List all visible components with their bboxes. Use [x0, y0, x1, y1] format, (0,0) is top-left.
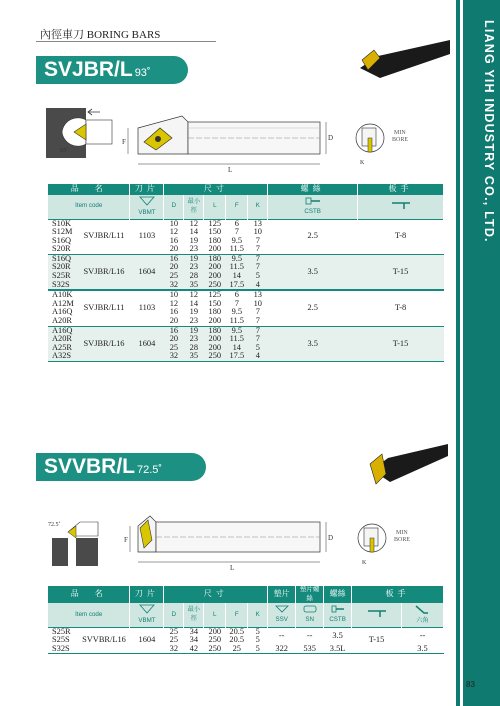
item-code-cell: A32S: [48, 352, 78, 361]
subheader-k: K: [248, 195, 268, 219]
table-row: [48, 326, 444, 335]
series-banner-svvbr: [36, 453, 206, 481]
dimension-cell: 10: [164, 290, 184, 300]
item-code-cell: S10K: [48, 219, 78, 228]
subheader2-d: D: [164, 603, 184, 627]
item-code-cell: S20R: [48, 245, 78, 254]
dimension-cell: 11.5: [226, 263, 248, 272]
dimension-cell: 200: [204, 627, 226, 636]
spec-table-svvbr: [48, 586, 444, 654]
series-title-2: [44, 455, 162, 479]
header-insert: 刀片: [130, 184, 164, 195]
item-code-cell: S25R: [48, 272, 78, 281]
dimension-cell: 19: [184, 237, 204, 246]
end-view2-insert: [370, 538, 374, 552]
workpiece2-right: [76, 538, 98, 566]
dimension-cell: 9.5: [226, 326, 248, 335]
dimension-cell: 25: [164, 272, 184, 281]
header-dims: 尺寸: [164, 184, 268, 195]
hex-cell: --: [401, 627, 443, 645]
dimension-cell: 10: [248, 228, 268, 237]
subheader2-wrench-t: [352, 603, 402, 627]
dimension-cell: 25: [164, 627, 184, 636]
subheader2-k: K: [248, 603, 268, 627]
shim-screw-cell: --: [296, 627, 324, 645]
dimension-cell: 4: [248, 352, 268, 361]
screw2-shape-icon: [331, 605, 345, 613]
product-photo-svjbr: [354, 28, 452, 92]
dimension-cell: 17.5: [226, 352, 248, 361]
screw-cell: 3.5: [268, 326, 358, 361]
spec-table-svjbr: [48, 184, 444, 362]
subheader-d: D: [164, 195, 184, 219]
wrench2-icon: [366, 608, 388, 618]
category-underline: [36, 41, 216, 42]
item-code-cell: S16Q: [48, 237, 78, 246]
subheader-screw-code: CSTB: [304, 208, 321, 216]
dimension-cell: 7: [226, 300, 248, 309]
header-screw: 螺絲: [268, 184, 358, 195]
dimension-cell: 23: [184, 245, 204, 254]
series-banner-svjbr: [36, 56, 188, 84]
wrench-cell: T-15: [358, 254, 444, 290]
holder-cell: SVVBR/L16: [78, 627, 130, 654]
dimension-cell: 150: [204, 228, 226, 237]
wrench-cell: T-8: [358, 290, 444, 326]
dimension-cell: 32: [164, 281, 184, 291]
screw-cell: 2.5: [268, 219, 358, 254]
screw-shape-icon: [305, 197, 321, 205]
holder-cell: SVJBR/L11: [78, 290, 130, 326]
dimension-cell: 11.5: [226, 335, 248, 344]
subheader2-shim-screw: [296, 603, 324, 627]
dimension-cell: 12: [164, 300, 184, 309]
dimension-cell: 23: [184, 335, 204, 344]
header2-screw: 螺絲: [324, 586, 352, 603]
insert2-tip-icon: [68, 526, 76, 538]
sideband-stripe: [460, 0, 463, 706]
series-angle: 93˚: [134, 67, 151, 79]
dim2-label-d: D: [328, 534, 334, 542]
subheader2-hex: [401, 603, 443, 627]
product-photo-svvbr: [366, 440, 450, 500]
item-code-cell: A16Q: [48, 326, 78, 335]
drawing-svvbr: [40, 512, 452, 582]
subheader2-f: F: [226, 603, 248, 627]
table-row: [48, 219, 444, 228]
series-name-2: SVVBR/L: [44, 455, 136, 478]
dimension-cell: 14: [226, 272, 248, 281]
header2-shim: 墊片: [268, 586, 296, 603]
shim-screw-icon: [303, 605, 317, 613]
dimension-cell: 200: [204, 272, 226, 281]
subheader2-l: L: [204, 603, 226, 627]
dimension-cell: 7: [248, 237, 268, 246]
dimension-cell: 20: [164, 317, 184, 326]
dimension-cell: 23: [184, 263, 204, 272]
dimension-cell: 11.5: [226, 245, 248, 254]
dimension-cell: 250: [204, 645, 226, 654]
subheader2-min-bore: 最小徑: [184, 603, 204, 627]
dim-label-d: D: [328, 134, 334, 142]
subheader-f: F: [226, 195, 248, 219]
dimension-cell: 16: [164, 237, 184, 246]
dimension-cell: 11.5: [226, 317, 248, 326]
dimension-cell: 7: [248, 308, 268, 317]
item-code-cell: S32S: [48, 281, 78, 291]
dimension-cell: 23: [184, 317, 204, 326]
dimension-cell: 200: [204, 263, 226, 272]
screw-cell: 2.5: [268, 290, 358, 326]
wrench-cell: T-15: [352, 627, 402, 654]
subheader-l: L: [204, 195, 226, 219]
subheader-insert: [130, 195, 164, 219]
header2-shim-screw: 墊片螺絲: [296, 586, 324, 603]
dimension-cell: 200: [204, 344, 226, 353]
min-bore-label-2: BORE: [392, 137, 409, 143]
insert-cell: 1103: [130, 219, 164, 254]
dimension-cell: 13: [248, 219, 268, 228]
drawing-svjbr: [40, 94, 452, 182]
subheader-item-code: Item code: [48, 195, 130, 219]
dimension-cell: 20: [164, 245, 184, 254]
screw-cell: 3.5: [268, 254, 358, 290]
dimension-cell: 6: [226, 219, 248, 228]
dimension-cell: 42: [184, 645, 204, 654]
dimension-cell: 12: [184, 290, 204, 300]
dimension-cell: 200: [204, 335, 226, 344]
dimension-cell: 7: [248, 317, 268, 326]
dimension-cell: 20: [164, 335, 184, 344]
screw-cell: 3.5L: [324, 645, 352, 654]
dim2-label-f: F: [124, 536, 128, 544]
dimension-cell: 14: [184, 228, 204, 237]
dimension-cell: 7: [248, 254, 268, 263]
dimension-cell: 19: [184, 326, 204, 335]
dimension-cell: 180: [204, 326, 226, 335]
shim-screw-cell: 535: [296, 645, 324, 654]
insert-cell: 1604: [130, 326, 164, 361]
wrench-cell: T-8: [358, 219, 444, 254]
dimension-cell: 125: [204, 219, 226, 228]
dimension-cell: 14: [226, 344, 248, 353]
header-item: 品 名: [48, 184, 130, 195]
table2-subheader-row: [48, 603, 444, 627]
screw-cell: 3.5: [324, 627, 352, 645]
insert2-shape-icon: [139, 604, 155, 614]
dimension-cell: 20: [164, 263, 184, 272]
subheader2-shim: [268, 603, 296, 627]
table-row: [48, 627, 444, 636]
angle-label: 93˚: [60, 148, 68, 154]
hex-key-icon: [414, 604, 430, 614]
dimension-cell: 32: [164, 645, 184, 654]
table-header-row: [48, 184, 444, 195]
insert-cell: 1604: [130, 627, 164, 654]
item-code-cell: A20R: [48, 335, 78, 344]
dimension-cell: 13: [248, 290, 268, 300]
dimension-cell: 34: [184, 636, 204, 645]
dimension-cell: 7: [248, 335, 268, 344]
dimension-cell: 12: [164, 228, 184, 237]
holder-cell: SVJBR/L11: [78, 219, 130, 254]
dimension-cell: 16: [164, 254, 184, 263]
table-row: [48, 254, 444, 263]
item-code-cell: A10K: [48, 290, 78, 300]
holder-cell: SVJBR/L16: [78, 326, 130, 361]
wrench-icon: [390, 200, 412, 210]
dimension-cell: 6: [226, 290, 248, 300]
dimension-cell: 5: [248, 636, 268, 645]
dimension-cell: 35: [184, 352, 204, 361]
dimension-cell: 12: [184, 219, 204, 228]
dimension-cell: 25: [164, 636, 184, 645]
dimension-cell: 250: [204, 281, 226, 291]
dimension-cell: 9.5: [226, 237, 248, 246]
dimension-cell: 7: [248, 245, 268, 254]
dimension-cell: 7: [248, 326, 268, 335]
dim2-label-l: L: [230, 564, 235, 572]
item-code-cell: S25S: [48, 636, 78, 645]
subheader2-insert-code: VBMT: [138, 617, 156, 625]
feed-arrow-icon: [88, 109, 100, 115]
insert-cell: 1604: [130, 254, 164, 290]
subheader-wrench: [358, 195, 444, 219]
dimension-cell: 10: [248, 300, 268, 309]
table-body-svjbr: [48, 219, 444, 362]
subheader2-shim-code: SSV: [275, 616, 288, 624]
item-code-cell: S12M: [48, 228, 78, 237]
dimension-cell: 25: [164, 344, 184, 353]
dimension-cell: 35: [184, 281, 204, 291]
header2-item: 品 名: [48, 586, 130, 603]
min-bore2-label-2: BORE: [394, 537, 411, 543]
dim-label-l: L: [228, 166, 233, 174]
screw-icon: [155, 136, 161, 142]
subheader2-shim-screw-code: SN: [305, 616, 314, 624]
header2-wrench: 板手: [352, 586, 444, 603]
subheader2-screw: [324, 603, 352, 627]
dimension-cell: 10: [164, 219, 184, 228]
dimension-cell: 28: [184, 272, 204, 281]
dimension-cell: 7: [226, 228, 248, 237]
dimension-cell: 19: [184, 254, 204, 263]
dimension-cell: 17.5: [226, 281, 248, 291]
item-code-cell: A12M: [48, 300, 78, 309]
dimension-cell: 125: [204, 290, 226, 300]
dimension-cell: 180: [204, 237, 226, 246]
dimension-cell: 250: [204, 352, 226, 361]
item-code-cell: A16Q: [48, 308, 78, 317]
min-bore-label-1: MIN: [394, 130, 406, 136]
item-code-cell: A20R: [48, 317, 78, 326]
dimension-cell: 16: [164, 326, 184, 335]
dimension-cell: 5: [248, 627, 268, 636]
subheader2-insert: [130, 603, 164, 627]
subheader-min-bore: 最小徑: [184, 195, 204, 219]
dimension-cell: 20.5: [226, 627, 248, 636]
wrench-cell: T-15: [358, 326, 444, 361]
dimension-cell: 250: [204, 636, 226, 645]
dimension-cell: 4: [248, 281, 268, 291]
shim-cell: --: [268, 627, 296, 645]
category-title: 內徑車刀 BORING BARS: [40, 29, 161, 41]
dimension-cell: 20.5: [226, 636, 248, 645]
photo2-insert: [370, 454, 386, 484]
dimension-cell: 34: [184, 627, 204, 636]
subheader-screw: [268, 195, 358, 219]
subheader2-item-code: Item code: [48, 603, 130, 627]
dim2-label-k: K: [362, 560, 367, 566]
holder-cell: SVJBR/L16: [78, 254, 130, 290]
header2-dims: 尺寸: [164, 586, 268, 603]
table-body-svvbr: [48, 627, 444, 654]
series-angle-2: 72.5˚: [137, 464, 163, 476]
workpiece2-left: [52, 538, 68, 566]
dimension-cell: 25: [226, 645, 248, 654]
dimension-cell: 5: [248, 272, 268, 281]
item-code-cell: S32S: [48, 645, 78, 654]
subheader2-hex-label: 六角: [416, 617, 429, 625]
bar-tip-view: [86, 120, 112, 144]
table-row: [48, 290, 444, 300]
insert-cell: 1103: [130, 290, 164, 326]
item-code-cell: S16Q: [48, 254, 78, 263]
table-subheader-row: [48, 195, 444, 219]
shim-cell: 322: [268, 645, 296, 654]
subheader-insert-code: VBMT: [138, 209, 156, 217]
shim-shape-icon: [275, 605, 289, 613]
dimension-cell: 200: [204, 245, 226, 254]
item-code-cell: S20R: [48, 263, 78, 272]
insert-shape-icon: [139, 196, 155, 206]
dimension-cell: 5: [248, 645, 268, 654]
series-name: SVJBR/L: [44, 58, 133, 81]
dim-label-k: K: [360, 160, 365, 166]
series-title: [44, 58, 151, 82]
dimension-cell: 150: [204, 300, 226, 309]
table2-header-row: [48, 586, 444, 603]
subheader2-screw-code: CSTB: [329, 616, 346, 624]
item-code-cell: S25R: [48, 627, 78, 636]
angle2-label: 72.5˚: [48, 522, 61, 528]
dimension-cell: 9.5: [226, 254, 248, 263]
dimension-cell: 180: [204, 254, 226, 263]
dimension-cell: 19: [184, 308, 204, 317]
hex-cell: 3.5: [401, 645, 443, 654]
item-code-cell: A25R: [48, 344, 78, 353]
dimension-cell: 14: [184, 300, 204, 309]
min-bore2-label-1: MIN: [396, 530, 408, 536]
dimension-cell: 9.5: [226, 308, 248, 317]
dimension-cell: 16: [164, 308, 184, 317]
dim-label-f: F: [122, 138, 126, 146]
brand-sideband: [456, 0, 500, 706]
dimension-cell: 200: [204, 317, 226, 326]
brand-name: LIANG YIH INDUSTRY CO., LTD.: [482, 20, 496, 243]
dimension-cell: 7: [248, 263, 268, 272]
dimension-cell: 5: [248, 344, 268, 353]
end-view-insert: [368, 138, 372, 152]
header-wrench: 板手: [358, 184, 444, 195]
dimension-cell: 32: [164, 352, 184, 361]
dimension-cell: 180: [204, 308, 226, 317]
page-number: 83: [466, 680, 475, 689]
dimension-cell: 28: [184, 344, 204, 353]
header2-insert: 刀片: [130, 586, 164, 603]
